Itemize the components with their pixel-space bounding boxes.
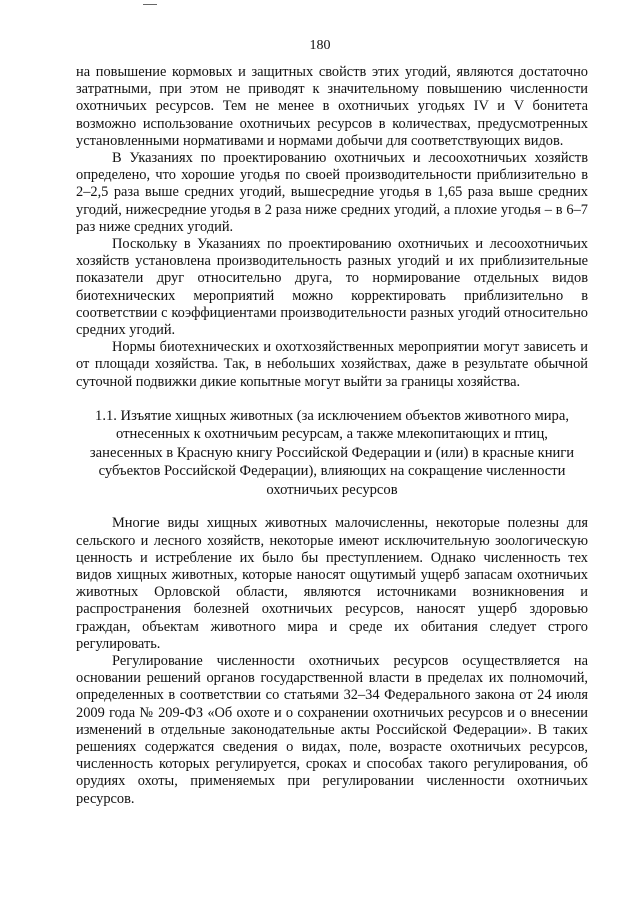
heading-line: отнесенных к охотничьим ресурсам, а также млекопитающих и птиц,: [116, 426, 548, 443]
heading-line: 1.1. Изъятие хищных животных (за исключением объектов животного мира,: [95, 407, 569, 424]
paragraph: В Указаниях по проектированию охотничьих и лесоохотничьих хозяйств определено, что хорошие угодья по своей производительности приблизительно в 2–2,5 раза выше средних угодий, вышесредние угодья в 1,65 раза выше средних угодий, нижесредние угодья в 2 раза ниже средних угодий, а плохие угодья – в 6–7 раз ниже средних угодий.: [76, 150, 588, 235]
paragraph: Регулирование численности охотничьих ресурсов осуществляется на основании решений органов государственной власти в пределах их полномочий, определенных в соответствии со статьями 32–34 Федерального закона от 24 июля 2009 года № 209-ФЗ «Об охоте и о сохранении охотничьих ресурсов и о внесении изменений в отдельные законодательные акты Российской Федерации». В таких решениях содержатся сведения о видах, поле, возрасте охотничьих ресурсов, численность которых регулируется, сроках и способах такого регулирования, об орудиях охоты, применяемых при регулировании численности охотничьих ресурсов.: [76, 652, 588, 807]
scan-mark: [143, 4, 157, 5]
paragraph: Поскольку в Указаниях по проектированию охотничьих и лесоохотничьих хозяйств установлена производительность разных угодий и их приблизительные показатели друг относительно друга, то нормирование отдельных видов биотехнических мероприятий можно корректировать приблизительно в соответствии с коэффициентами производительности разных угодий относительно средних угодий.: [76, 236, 588, 339]
heading-line: занесенных в Красную книгу Российской Федерации и (или) в красные книги: [89, 444, 575, 461]
page-number: 180: [309, 38, 331, 53]
paragraph: Многие виды хищных животных малочисленны, некоторые полезны для сельского и лесного хозяйств, некоторые имеют исключительную зоологическую ценность и истребление их было бы преступлением. Однако численность тех видов хищных животных, которые наносят ощутимый ущерб запасам охотничьих животных Орловской области, являются источниками возникновения и распространения болезней охотничьих ресурсов, наносят ущерб здоровью граждан, объектам животного мира и среде их обитания следует строго регулировать.: [76, 515, 588, 652]
paragraph: на повышение кормовых и защитных свойств этих угодий, являются достаточно затратными, при этом не приводят к значительному повышению численности охотничьих ресурсов. Тем не менее в охотничьих угодьях IV и V бонитета возможно использование охотничьих ресурсов в количествах, предусмотренных установленными нормативами и нормами добычи для соответствующих видов.: [76, 64, 588, 149]
document-body: [76, 64, 588, 808]
heading-line: субъектов Российской Федерации), влияющих на сокращение численности: [98, 463, 566, 480]
paragraph: Нормы биотехнических и охотхозяйственных мероприятии могут зависеть и от площади хозяйства. Так, в небольших хозяйствах, даже в результате обычной суточной подвижки дикие копытные могут выйти за границы хозяйства.: [76, 339, 588, 390]
heading-line: охотничьих ресурсов: [266, 481, 398, 498]
section-heading: [76, 407, 588, 500]
